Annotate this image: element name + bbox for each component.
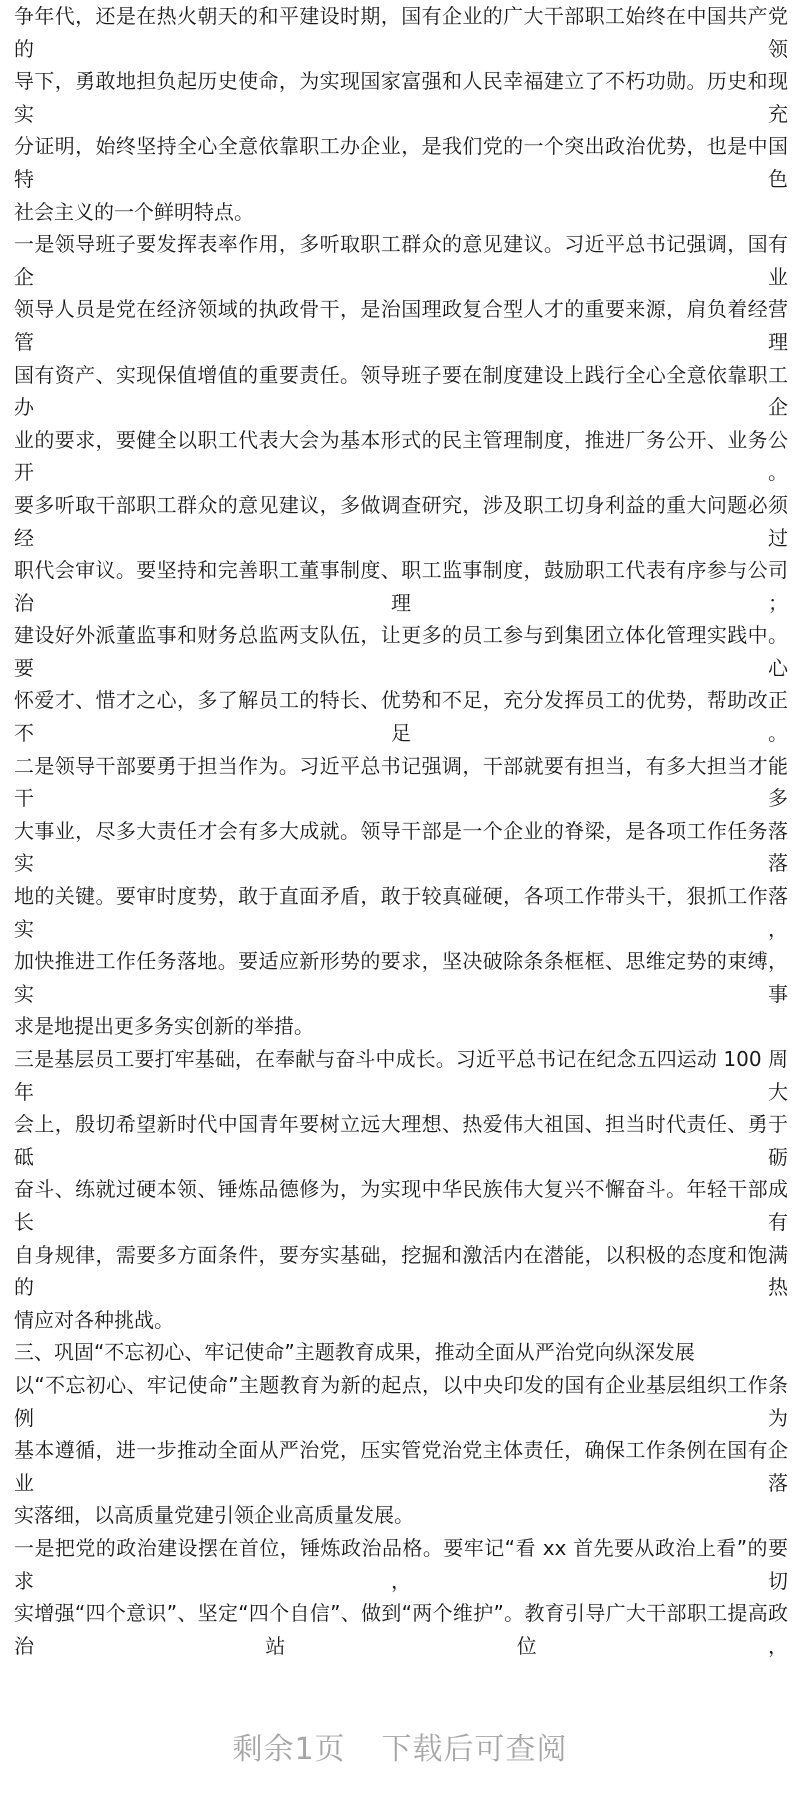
text-line: 奋斗、练就过硬本领、锤炼品德修为，为实现中华民族伟大复兴不懈奋斗。年轻干部成长有: [14, 1177, 788, 1234]
text-line: 会上，殷切希望新时代中国青年要树立远大理想、热爱伟大祖国、担当时代责任、勇于砥砺: [14, 1112, 788, 1169]
text-line: 社会主义的一个鲜明特点。: [14, 199, 254, 224]
remaining-pages-label: 剩余1页: [232, 1732, 346, 1768]
text-line: 以“不忘初心、牢记使命”主题教育为新的起点，以中央印发的国有企业基层组织工作条例为: [14, 1372, 788, 1430]
text-line: 大事业，尽多大责任才会有多大成就。领导干部是一个企业的脊梁，是各项工作任务落实落: [14, 818, 788, 876]
text-line: 基本遵循，进一步推动全面从严治党，压实管党治党主体责任，确保工作条例在国有企业落: [14, 1438, 788, 1495]
text-line: 要多听取干部职工群众的意见建议，多做调查研究，涉及职工切身利益的重大问题必须经过: [14, 492, 788, 550]
text-line: 实落细，以高质量党建引领企业高质量发展。: [14, 1503, 414, 1528]
text-line: 求是地提出更多务实创新的举措。: [14, 1014, 314, 1039]
text-line: 自身规律，需要多方面条件，要夯实基础，挖掘和激活内在潜能，以积极的态度和饱满的热: [14, 1242, 788, 1300]
text-line: 情应对各种挑战。: [14, 1307, 174, 1332]
text-line: 国有资产、实现保值增值的重要责任。领导班子要在制度建设上践行全心全意依靠职工办企: [14, 362, 788, 420]
text-line: 业的要求，要健全以职工代表大会为基本形式的民主管理制度，推进厂务公开、业务公开。: [14, 427, 788, 485]
text-line: 一是把党的政治建设摆在首位，锤炼政治品格。要牢记“看 xx 首先要从政治上看”的要求，切: [14, 1535, 788, 1593]
document-body: [14, 0, 788, 1662]
text-line: 加快推进工作任务落地。要适应新形势的要求，坚决破除条条框框、思维定势的束缚，实事: [14, 949, 788, 1006]
text-line: 三是基层员工要打牢基础，在奉献与奋斗中成长。习近平总书记在纪念五四运动 100 周年大: [14, 1047, 788, 1104]
text-line: 领导人员是党在经济领域的执政骨干，是治国理政复合型人才的重要来源，肩负着经营管理: [14, 297, 788, 354]
text-line: 建设好外派董监事和财务总监两支队伍，让更多的员工参与到集团立体化管理实践中。要心: [14, 623, 788, 680]
text-line: 职代会审议。要坚持和完善职工董事制度、职工监事制度，鼓励职工代表有序参与公司治理；: [14, 558, 788, 615]
text-line: 实增强“四个意识”、坚定“四个自信”、做到“两个维护”。教育引导广大干部职工提高政治站位，: [14, 1601, 788, 1658]
text-line: 导下，勇敢地担负起历史使命，为实现国家富强和人民幸福建立了不朽功勋。历史和现实充: [14, 69, 788, 126]
text-line: 地的关键。要审时度势，敢于直面矛盾，敢于较真碰硬，各项工作带头干，狠抓工作落实，: [14, 884, 788, 941]
remaining-pages-banner[interactable]: [0, 1724, 800, 1808]
text-line: 三、巩固“不忘初心、牢记使命”主题教育成果，推动全面从严治党向纵深发展: [14, 1340, 695, 1365]
text-line: 争年代，还是在热火朝天的和平建设时期，国有企业的广大干部职工始终在中国共产党的领: [14, 4, 788, 61]
text-line: 分证明，始终坚持全心全意依靠职工办企业，是我们党的一个突出政治优势，也是中国特色: [14, 134, 788, 191]
download-hint-label[interactable]: 下载后可查阅: [381, 1732, 568, 1768]
text-line: 二是领导干部要勇于担当作为。习近平总书记强调，干部就要有担当，有多大担当才能干多: [14, 753, 788, 811]
text-line: 怀爱才、惜才之心，多了解员工的特长、优势和不足，充分发挥员工的优势，帮助改正不足。: [14, 688, 788, 746]
text-line: 一是领导班子要发挥表率作用，多听取职工群众的意见建议。习近平总书记强调，国有企业: [14, 232, 788, 289]
